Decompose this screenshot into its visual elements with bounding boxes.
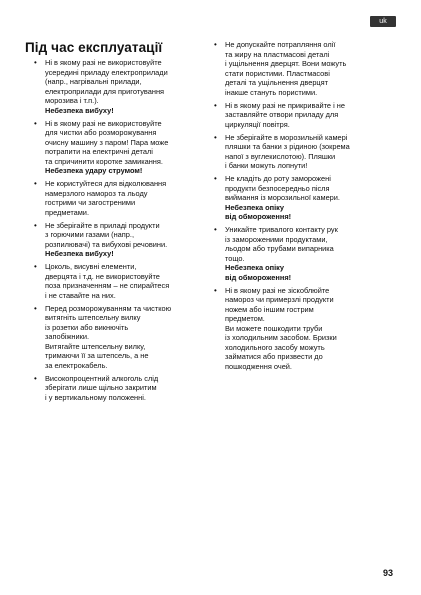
item-text-line: і у вертикальному положенні.	[45, 392, 146, 402]
item-text-line: Ні в якому разі не використовуйте	[45, 118, 162, 128]
item-text-line: предметом.	[225, 314, 265, 323]
item-text-line: для чистки або розморожування	[45, 128, 157, 137]
item-text-line: Ви можете пошкодити труби	[225, 323, 323, 333]
item-text-line: і ущільнення дверцят. Вони можуть	[225, 59, 347, 68]
safety-list-item	[214, 40, 394, 97]
safety-list-item	[214, 174, 394, 222]
warning-text: Небезпека вибуху!	[45, 249, 114, 258]
warning-text: Небезпека опіку	[225, 263, 284, 272]
item-text-line: інакше стануть пористими.	[225, 87, 318, 97]
item-text-line: Високопроцентний алкоголь слід	[45, 373, 159, 383]
bullet-icon: •	[34, 220, 37, 230]
item-text-line: заставляйте отвори приладу для	[225, 110, 339, 119]
item-text-line: напої з вуглекислотою). Пляшки	[225, 151, 336, 161]
item-text-line: намороз чи примерзлі продукти	[225, 295, 334, 304]
item-text-line: займатися або призвести до	[225, 352, 323, 361]
item-text-line: Ні в якому разі не використовуйте	[45, 58, 162, 67]
safety-list-item	[214, 101, 394, 130]
item-text-line: запобіжники.	[45, 332, 90, 341]
safety-list-item	[34, 221, 214, 259]
warning-text: від обмороження!	[225, 212, 292, 221]
item-text-line: потрапити на електричні деталі	[45, 147, 153, 156]
item-text-line: Цоколь, висувні елементи,	[45, 262, 137, 271]
item-text-line: виймання із морозильної камери.	[225, 193, 340, 202]
bullet-icon: •	[34, 373, 37, 383]
item-text-line: Не зберігайте в морозильній камері	[225, 132, 348, 142]
item-text-line: із замороженими продуктами,	[225, 234, 328, 244]
item-text-line: зберігати лише щільно закритим	[45, 383, 157, 392]
item-text-line: із розетки або викнючіть	[45, 322, 129, 332]
bullet-icon: •	[214, 225, 217, 234]
item-text-line: пошкодження очей.	[225, 361, 292, 371]
item-text-line: та спричинити коротке замикання.	[45, 156, 163, 166]
item-text-line: пляшки та банки з рідиною (зокрема	[225, 142, 350, 151]
item-text-line: Уникайте тривалого контакту рук	[225, 225, 338, 234]
item-text-line: очисну машину з паром! Пара може	[45, 137, 169, 147]
bullet-icon: •	[34, 179, 37, 188]
item-text-line: і не ставайте на них.	[45, 290, 116, 300]
safety-list-item	[34, 374, 214, 403]
item-text-line: Не допускайте потрапляння олії	[225, 40, 336, 49]
safety-list-item	[34, 179, 214, 217]
section-title: Під час експлуатації	[25, 40, 163, 55]
item-text-line: за електрокабель.	[45, 360, 108, 370]
item-text-line: та жиру на пластмасові деталі	[225, 49, 330, 59]
item-text-line: гострими чи загостреними	[45, 198, 136, 207]
bullet-icon: •	[34, 58, 37, 67]
safety-list-item	[34, 119, 214, 176]
item-text-line: льодом або трубами випарника	[225, 244, 334, 253]
warning-text: Небезпека опіку	[225, 202, 284, 212]
item-text-line: і банки можуть лопнути!	[225, 161, 308, 170]
item-text-line: усередині приладу електроприлади	[45, 67, 168, 77]
item-text-line: тощо.	[225, 253, 245, 263]
item-text-line: продукти безпосередньо після	[225, 183, 330, 193]
item-text-line: дверцята і т.д. не використовуйте	[45, 271, 160, 281]
bullet-icon: •	[214, 100, 217, 110]
warning-text: Небезпека удару струмом!	[45, 166, 143, 175]
safety-list-item	[34, 304, 214, 371]
item-text-line: Ні в якому разі не прикривайте і не	[225, 100, 345, 110]
item-text-line: Не кладіть до роту заморожені	[225, 174, 331, 183]
bullet-icon: •	[214, 40, 217, 49]
safety-list-item	[214, 286, 394, 372]
item-text-line: витягніть штепсельну вилку	[45, 313, 141, 322]
bullet-icon: •	[214, 132, 217, 142]
page-number: 93	[383, 568, 394, 578]
warning-text: від обмороження!	[225, 272, 292, 282]
safety-list-item	[34, 262, 214, 300]
safety-list-item	[214, 133, 394, 171]
item-text-line: Перед розморожуванням та чисткою	[45, 303, 172, 313]
right-column	[214, 40, 394, 375]
item-text-line: холодильного засобу можуть	[225, 342, 325, 352]
item-text-line: морозива і т.п.).	[45, 96, 99, 105]
safety-list-item	[34, 58, 214, 115]
item-text-line: тримаючи її за штепсель, а не	[45, 351, 149, 360]
item-text-line: поза призначенням – не спирайтеся	[45, 281, 170, 290]
item-text-line: із холодильним засобом. Бризки	[225, 333, 337, 342]
language-tab: uk	[370, 16, 396, 27]
bullet-icon: •	[214, 285, 217, 295]
item-text-line: з горючими газами (напр.,	[45, 230, 135, 239]
item-text-line: предметами.	[45, 207, 89, 217]
left-column	[34, 58, 214, 406]
item-text-line: стати пористими. Пластмасові	[225, 68, 330, 78]
item-text-line: (напр., нагрівальні прилади,	[45, 77, 142, 86]
item-text-line: ножем або іншим гострим	[225, 304, 314, 314]
safety-list-item	[214, 225, 394, 282]
item-text-line: електроприлади для приготування	[45, 86, 165, 96]
bullet-icon: •	[34, 303, 37, 313]
warning-text: Небезпека вибуху!	[45, 105, 114, 115]
item-text-line: деталі та ущільнення дверцят	[225, 78, 329, 87]
item-text-line: Не користуйтеся для відколювання	[45, 179, 167, 188]
bullet-icon: •	[34, 262, 37, 271]
item-text-line: намерзлого намороз та льоду	[45, 188, 148, 198]
item-text-line: циркуляції повітря.	[225, 119, 290, 129]
item-text-line: Витягайте штепсельну вилку,	[45, 341, 146, 351]
item-text-line: розпилювачі) та вибухові речовини.	[45, 239, 168, 249]
bullet-icon: •	[214, 174, 217, 183]
item-text-line: Не зберігайте в приладі продукти	[45, 220, 160, 230]
bullet-icon: •	[34, 118, 37, 128]
item-text-line: Ні в якому разі не зіскоблюйте	[225, 285, 330, 295]
